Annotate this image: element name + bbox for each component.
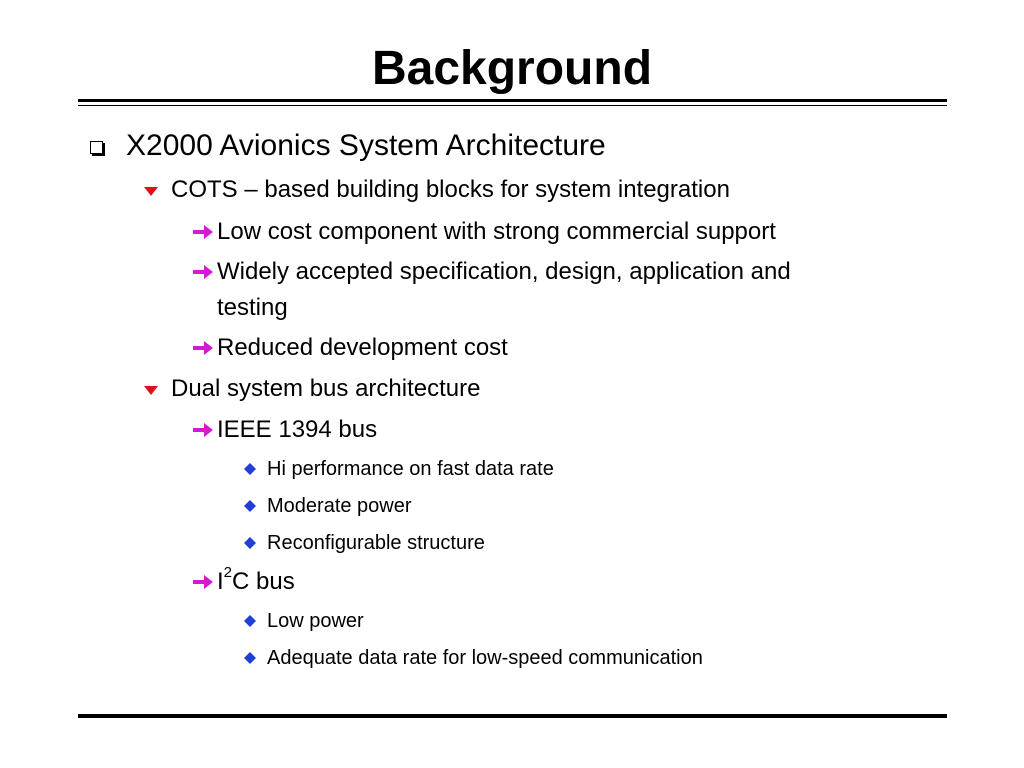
blue-diamond-icon: [244, 615, 256, 627]
blue-diamond-icon: [244, 463, 256, 475]
bullet-level2: COTS – based building blocks for system integration: [171, 176, 730, 203]
title-rule-thin: [78, 105, 947, 106]
magenta-arrow-icon: [193, 574, 213, 590]
magenta-arrow-icon: [193, 422, 213, 438]
magenta-arrow-icon: [193, 340, 213, 356]
bullet-level4: Moderate power: [267, 495, 412, 517]
blue-diamond-icon: [244, 537, 256, 549]
i2c-superscript: 2: [223, 564, 233, 581]
i2c-suffix: C bus: [232, 568, 295, 595]
footer-rule: [78, 714, 947, 718]
bullet-level3: [217, 564, 295, 599]
bullet-level1: X2000 Avionics System Architecture: [126, 129, 606, 162]
bullet-level4: Reconfigurable structure: [267, 532, 485, 554]
red-triangle-icon: [144, 187, 158, 196]
bullet-level3-continuation: testing: [217, 294, 288, 321]
title-rule-thick: [78, 99, 947, 102]
i2c-prefix: I: [217, 568, 224, 595]
bullet-level4: Low power: [267, 610, 364, 632]
bullet-level2: Dual system bus architecture: [171, 375, 481, 402]
bullet-level3: Low cost component with strong commercial support: [217, 218, 776, 245]
red-triangle-icon: [144, 386, 158, 395]
blue-diamond-icon: [244, 652, 256, 664]
bullet-level4: Adequate data rate for low-speed communication: [267, 647, 703, 669]
bullet-level3: Widely accepted specification, design, application and: [217, 258, 791, 285]
slide-title: Background: [371, 42, 653, 95]
blue-diamond-icon: [244, 500, 256, 512]
bullet-level4: Hi performance on fast data rate: [267, 458, 554, 480]
square-bullet-icon: [90, 141, 103, 154]
magenta-arrow-icon: [193, 264, 213, 280]
bullet-level3: Reduced development cost: [217, 334, 508, 361]
bullet-level3: IEEE 1394 bus: [217, 416, 378, 443]
magenta-arrow-icon: [193, 224, 213, 240]
